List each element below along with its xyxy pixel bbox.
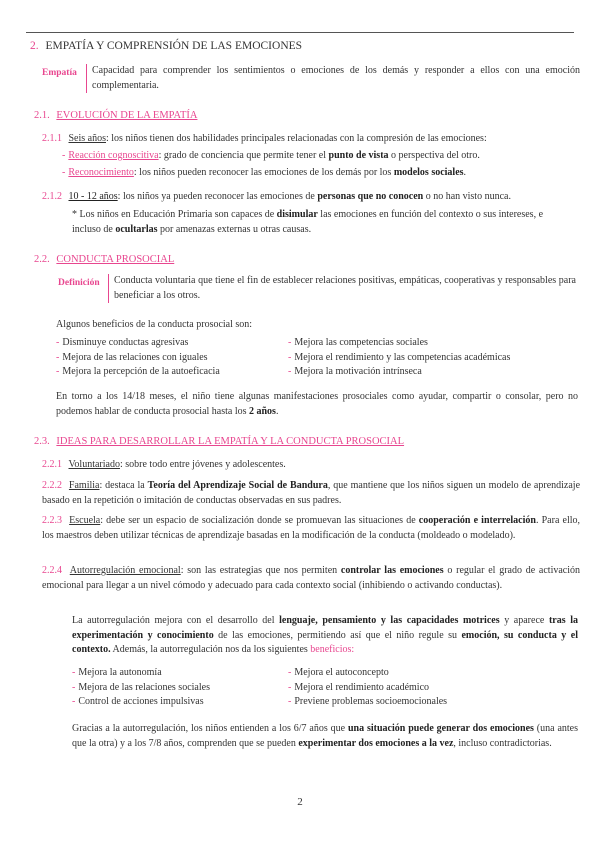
item-2-2-1 bbox=[42, 458, 582, 473]
item-number: 2.1.1 bbox=[42, 133, 62, 144]
subsection-number: 2.3. bbox=[34, 436, 50, 447]
list-item: - Control de acciones impulsivas bbox=[72, 696, 204, 707]
para-text: de las emociones, permitiendo así que el niño regule su bbox=[213, 629, 462, 641]
section-heading bbox=[30, 40, 302, 52]
section-title: EMPATÍA Y COMPRENSIÓN DE LAS EMOCIONES bbox=[45, 40, 303, 52]
note-paragraph bbox=[72, 208, 572, 237]
list-item: - Mejora de las relaciones sociales bbox=[72, 681, 210, 693]
para-text: y aparece bbox=[499, 615, 549, 626]
item-text: o regular el grado de activación emocional para llegar a un nivel cómodo y adecuado para cada contexto social (inhibiendo o activando conductas). bbox=[42, 565, 581, 591]
para-text: (una antes que la otra) y a los 7/8 años, comprenden que se pueden bbox=[72, 723, 578, 749]
item-bold: personas que no conocen bbox=[317, 191, 424, 202]
list-item-text: Mejora el autoconcepto bbox=[294, 667, 389, 678]
page-number: 2 bbox=[297, 796, 303, 808]
list-item-text: Disminuye conductas agresivas bbox=[62, 337, 189, 348]
final-paragraph bbox=[72, 722, 578, 751]
para-text: En torno a los 14/18 meses, el niño tiene algunas manifestaciones prosociales como ayudar, compartir o consolar, pero no podemos hablar de conducta prosocial hasta los bbox=[56, 391, 578, 417]
subsection-title: IDEAS PARA DESARROLLAR LA EMPATÍA Y LA CONDUCTA PROSOCIAL bbox=[56, 436, 405, 447]
item-2-2-4 bbox=[42, 564, 580, 593]
item-2-2-3 bbox=[42, 514, 580, 543]
list-item-text: Mejora de las relaciones con iguales bbox=[62, 351, 208, 363]
item-text: : sobre todo entre jóvenes y adolescentes. bbox=[119, 459, 286, 470]
item-term: Voluntariado bbox=[68, 459, 120, 470]
note-text: las emociones en función del contexto o sus intereses, e incluso de bbox=[72, 209, 544, 235]
list-item-text: Mejora la motivación intrínseca bbox=[294, 366, 422, 377]
item-number: 2.2.3 bbox=[42, 515, 62, 526]
subsection-title: EVOLUCIÓN DE LA EMPATÍA bbox=[56, 110, 198, 121]
item-bold: Teoría del Aprendizaje Social de Bandura bbox=[147, 480, 328, 491]
subsection-title: CONDUCTA PROSOCIAL bbox=[56, 254, 175, 265]
para-text: . bbox=[275, 405, 279, 417]
item-number: 2.1.2 bbox=[42, 191, 62, 202]
top-rule bbox=[26, 32, 574, 33]
para-text: , incluso contradictorias. bbox=[453, 737, 552, 749]
para-highlight: beneficios: bbox=[310, 644, 355, 655]
para-bold: lenguaje, pensamiento y las capacidades motrices bbox=[279, 615, 500, 626]
para-bold: emoción, su conducta y el contexto. bbox=[72, 629, 578, 655]
item-2-1-2 bbox=[42, 190, 582, 205]
item-text: , que mantiene que los niños siguen un modelo de aprendizaje basado en la repetición o imitación de conductas observadas en sus padres. bbox=[42, 480, 581, 506]
list-item-text: Previene problemas socioemocionales bbox=[294, 696, 448, 707]
item-number: 2.2.1 bbox=[42, 459, 62, 470]
subsection-2-3-heading bbox=[34, 436, 404, 447]
list-item-text: o perspectiva del otro. bbox=[388, 150, 480, 161]
benefits-left-list bbox=[56, 336, 286, 380]
autoreg-left-list bbox=[72, 666, 282, 710]
subsection-number: 2.2. bbox=[34, 254, 50, 265]
item-text: : debe ser un espacio de socialización donde se promuevan las situaciones de bbox=[100, 515, 419, 526]
list-item: - Reacción cognoscitiva: grado de conciencia que permite tener el punto de vista o perspectiva del otro. bbox=[62, 150, 480, 161]
benefits-right-list bbox=[288, 336, 578, 380]
note-bold: ocultarlas bbox=[115, 223, 158, 235]
list-item: - Reconocimiento: los niños pueden reconocer las emociones de los demás por los modelos sociales. bbox=[62, 167, 467, 178]
list-item: - Mejora de las relaciones con iguales bbox=[56, 351, 208, 363]
item-text: . Para ello, los maestros deben utilizar técnicas de aprendizaje basadas en la modificación de la conducta (moldeado o modelado). bbox=[42, 515, 581, 541]
para-bold: 2 años bbox=[249, 405, 276, 417]
list-item-text: Mejora la autonomía bbox=[78, 667, 162, 678]
para-bold: una situación puede generar dos emociones bbox=[347, 723, 534, 734]
item-term: Escuela bbox=[69, 515, 101, 526]
item-bold: cooperación e interrelación bbox=[418, 515, 536, 526]
note-text: * Los niños en Educación Primaria son capaces de bbox=[72, 209, 277, 220]
item-number: 2.2.2 bbox=[42, 480, 62, 491]
para-text: La autorregulación mejora con el desarrollo del bbox=[72, 615, 280, 626]
para-text: Gracias a la autorregulación, los niños entienden a los 6/7 años que bbox=[72, 723, 348, 734]
item-term: Seis años bbox=[68, 133, 106, 144]
list-item-text: : grado de conciencia que permite tener el bbox=[158, 150, 329, 161]
item-2-2-2 bbox=[42, 479, 580, 508]
list-item-text: Mejora el rendimiento académico bbox=[294, 681, 430, 693]
item-text: : los niños ya pueden reconocer las emociones de bbox=[117, 191, 318, 202]
item-number: 2.2.4 bbox=[42, 565, 62, 576]
list-item: - Mejora las competencias sociales bbox=[288, 337, 428, 348]
autoreg-paragraph bbox=[72, 614, 578, 658]
list-item-bold: punto de vista bbox=[328, 150, 389, 161]
list-item-text: . bbox=[463, 167, 467, 178]
item-text: : son las estrategias que nos permiten bbox=[180, 565, 341, 576]
item-text: : los niños tienen dos habilidades principales relacionadas con la compresión de las emociones: bbox=[106, 133, 487, 144]
list-item-text: : los niños pueden reconocer las emociones de los demás por los bbox=[133, 167, 394, 178]
note-text: por amenazas externas u otras causas. bbox=[157, 223, 312, 235]
list-item: - Mejora la autonomía bbox=[72, 667, 162, 678]
list-item: - Mejora la percepción de la autoeficacia bbox=[56, 366, 220, 377]
note-bold: disimular bbox=[276, 209, 318, 220]
subsection-2-1-heading bbox=[34, 110, 197, 121]
prosocial-paragraph bbox=[56, 390, 578, 419]
item-term: 10 - 12 años bbox=[68, 191, 118, 202]
item-term: Familia bbox=[68, 480, 100, 491]
list-item-text: Mejora las competencias sociales bbox=[294, 337, 428, 348]
item-term: Autorregulación emocional bbox=[69, 565, 181, 576]
list-item-term: Reconocimiento bbox=[68, 167, 134, 178]
para-text: Además, la autorregulación nos da los siguientes bbox=[110, 644, 311, 655]
subsection-number: 2.1. bbox=[34, 110, 50, 121]
list-item: - Mejora la motivación intrínseca bbox=[288, 366, 422, 377]
empatia-definition: Capacidad para comprender los sentimientos o emociones de los demás y responder a ellos con una emoción complementaria. bbox=[86, 64, 580, 93]
list-item-bold: modelos sociales bbox=[393, 167, 464, 178]
section-number: 2. bbox=[30, 40, 39, 52]
benefits-intro: Algunos beneficios de la conducta prosocial son: bbox=[56, 319, 253, 330]
list-item: - Disminuye conductas agresivas bbox=[56, 337, 189, 348]
list-item: - Mejora el autoconcepto bbox=[288, 667, 389, 678]
item-text: o no han visto nunca. bbox=[423, 191, 511, 202]
definicion-label: Definición bbox=[58, 278, 100, 288]
list-item-text: Mejora de las relaciones sociales bbox=[78, 681, 210, 693]
item-bold: controlar las emociones bbox=[340, 565, 444, 576]
list-item-term: Reacción cognoscitiva bbox=[68, 150, 159, 161]
empatia-label: Empatía bbox=[42, 68, 77, 78]
list-item: - Mejora el rendimiento y las competencias académicas bbox=[288, 351, 511, 363]
definicion-text: Conducta voluntaria que tiene el fin de establecer relaciones positivas, empáticas, cooperativas y responsables para beneficiar a los otros. bbox=[108, 274, 576, 303]
list-item: - Mejora el rendimiento académico bbox=[288, 681, 430, 693]
autoreg-right-list bbox=[288, 666, 578, 710]
subsection-2-2-heading bbox=[34, 254, 174, 265]
list-item: - Previene problemas socioemocionales bbox=[288, 696, 448, 707]
item-2-1-1 bbox=[42, 132, 582, 147]
list-item-text: Control de acciones impulsivas bbox=[78, 696, 204, 707]
para-bold: experimentar dos emociones a la vez bbox=[298, 737, 454, 749]
item-text: : destaca la bbox=[99, 480, 148, 491]
list-item-text: Mejora el rendimiento y las competencias académicas bbox=[294, 351, 511, 363]
para-bold: tras la experimentación y conocimiento bbox=[72, 615, 578, 641]
list-item-text: Mejora la percepción de la autoeficacia bbox=[62, 366, 220, 377]
